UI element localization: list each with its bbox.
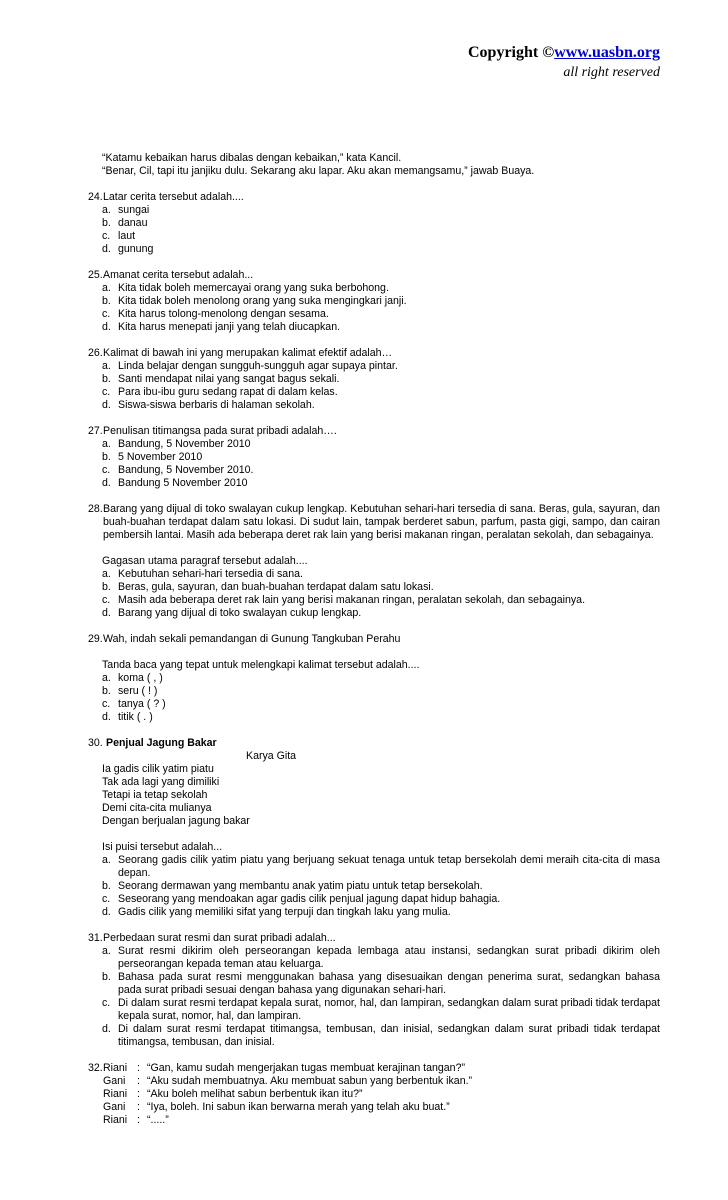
option-letter: b. [102, 971, 111, 983]
question-24 [88, 191, 660, 256]
option-c[interactable] [102, 594, 660, 607]
option-letter: a. [102, 438, 111, 450]
option-letter: b. [102, 880, 111, 892]
option-c[interactable] [102, 893, 660, 906]
dialog-line [103, 1114, 660, 1127]
option-text: Kita harus menepati janji yang telah diucapkan. [118, 321, 341, 333]
question-passage: Barang yang dijual di toko swalayan cukup lengkap. Kebutuhan sehari-hari tersedia di sana. Beras, gula, sayuran, dan buah-buahan terdapat dalam satu lokasi. Di sudut lain, tampak berderet sabun, parfum, pasta gigi, sampo, dan cairan pembersih lantai. Masih ada beberapa deret rak lain yang berisi makanan ringan, peralatan sekolah, dan sebagainya. [103, 503, 660, 541]
option-text: Kita harus tolong-menolong dengan sesama. [118, 308, 329, 320]
poem-line: Tak ada lagi yang dimiliki [102, 776, 220, 788]
option-text: Gadis cilik yang memiliki sifat yang terpuji dan tingkah laku yang mulia. [118, 906, 451, 918]
speaker: Gani [103, 1075, 126, 1087]
option-text: 5 November 2010 [118, 451, 203, 463]
question-30 [88, 737, 660, 919]
option-c[interactable] [102, 308, 660, 321]
option-b[interactable] [102, 880, 660, 893]
option-a[interactable] [102, 204, 660, 217]
option-b[interactable] [102, 451, 660, 464]
dialog-line [103, 1075, 660, 1088]
option-letter: d. [102, 906, 111, 918]
poem-author: Karya Gita [246, 750, 297, 762]
question-prompt: Isi puisi tersebut adalah... [102, 841, 223, 853]
question-number: 32. [88, 1062, 103, 1074]
option-text: Bahasa pada surat resmi menggunakan bahasa yang disesuaikan dengan penerima surat, sedangkan bahasa pada surat pribadi sesuai dengan bahasa yang digunakan sehari-hari. [118, 971, 660, 996]
option-letter: c. [102, 893, 111, 905]
question-number: 24. [88, 191, 103, 203]
option-text: seru ( ! ) [118, 685, 158, 697]
question-number: 28. [88, 503, 103, 515]
option-letter: b. [102, 685, 111, 697]
dialog-colon: : [137, 1088, 140, 1100]
speaker: Gani [103, 1101, 126, 1113]
option-d[interactable] [102, 243, 660, 256]
option-letter: a. [102, 360, 111, 372]
option-letter: b. [102, 295, 111, 307]
poem-body [102, 763, 660, 828]
question-text: Penulisan titimangsa pada surat pribadi adalah…. [103, 425, 337, 437]
dialog-text: “Gan, kamu sudah mengerjakan tugas membuat kerajinan tangan?” [147, 1062, 465, 1074]
dialog-colon: : [137, 1062, 140, 1074]
dialog-text: “Iya, boleh. Ini sabun ikan berwarna merah yang telah aku buat.” [147, 1101, 450, 1113]
dialog-line [103, 1101, 660, 1114]
option-text: Kita tidak boleh menolong orang yang suka mengingkari janji. [118, 295, 407, 307]
option-text: Seorang gadis cilik yatim piatu yang berjuang sekuat tenaga untuk tetap bersekolah demi meraih cita-cita di masa depan. [118, 854, 660, 879]
question-text: Perbedaan surat resmi dan surat pribadi adalah... [103, 932, 336, 944]
option-a[interactable] [102, 568, 660, 581]
speaker: Riani [103, 1088, 128, 1100]
question-number: 26. [88, 347, 103, 359]
option-text: Para ibu-ibu guru sedang rapat di dalam kelas. [118, 386, 338, 398]
option-text: Seorang dermawan yang membantu anak yatim piatu untuk tetap bersekolah. [118, 880, 483, 892]
option-text: Beras, gula, sayuran, dan buah-buahan terdapat dalam satu lokasi. [118, 581, 434, 593]
question-29 [88, 633, 660, 724]
dialog-text: “Aku boleh melihat sabun berbentuk ikan itu?” [147, 1088, 363, 1100]
option-letter: d. [102, 243, 111, 255]
option-letter: b. [102, 451, 111, 463]
option-letter: d. [102, 1023, 111, 1035]
question-prompt: Gagasan utama paragraf tersebut adalah.... [102, 555, 308, 567]
option-d[interactable] [102, 321, 660, 334]
option-d[interactable] [102, 399, 660, 412]
option-d[interactable] [102, 906, 660, 919]
option-text: titik ( . ) [118, 711, 153, 723]
question-25 [88, 269, 660, 334]
option-letter: d. [102, 477, 111, 489]
option-letter: a. [102, 854, 111, 866]
dialog-line [103, 1088, 660, 1101]
option-c[interactable] [102, 997, 660, 1023]
option-a[interactable] [102, 672, 660, 685]
option-letter: c. [102, 386, 111, 398]
option-text: gunung [118, 243, 154, 255]
option-letter: d. [102, 399, 111, 411]
option-d[interactable] [102, 607, 660, 620]
option-b[interactable] [102, 581, 660, 594]
option-letter: c. [102, 594, 111, 606]
option-text: Linda belajar dengan sungguh-sungguh agar supaya pintar. [118, 360, 398, 372]
copyright-header [468, 43, 660, 83]
option-b[interactable] [102, 685, 660, 698]
option-a[interactable] [102, 282, 660, 295]
option-letter: b. [102, 373, 111, 385]
question-28 [88, 503, 660, 620]
option-d[interactable] [102, 711, 660, 724]
option-b[interactable] [102, 373, 660, 386]
option-c[interactable] [102, 464, 660, 477]
option-text: tanya ( ? ) [118, 698, 166, 710]
option-c[interactable] [102, 386, 660, 399]
question-text: Wah, indah sekali pemandangan di Gunung Tangkuban Perahu [103, 633, 401, 645]
question-number: 25. [88, 269, 103, 281]
option-letter: c. [102, 230, 111, 242]
option-letter: b. [102, 581, 111, 593]
option-text: laut [118, 230, 136, 242]
question-number: 27. [88, 425, 103, 437]
dialog-line [103, 1062, 660, 1075]
option-letter: d. [102, 711, 111, 723]
option-text: Siswa-siswa berbaris di halaman sekolah. [118, 399, 315, 411]
question-text: Latar cerita tersebut adalah.... [103, 191, 244, 203]
dialog-text: “Aku sudah membuatnya. Aku membuat sabun yang berbentuk ikan.” [147, 1075, 473, 1087]
option-a[interactable] [102, 854, 660, 880]
option-letter: c. [102, 308, 111, 320]
option-b[interactable] [102, 217, 660, 230]
exam-content [88, 152, 660, 1127]
option-c[interactable] [102, 230, 660, 243]
option-letter: b. [102, 217, 111, 229]
option-letter: a. [102, 204, 111, 216]
question-number: 30. [88, 737, 103, 749]
option-letter: d. [102, 321, 111, 333]
option-text: danau [118, 217, 148, 229]
poem-line: Tetapi ia tetap sekolah [102, 789, 208, 801]
poem-line: Dengan berjualan jagung bakar [102, 815, 250, 827]
question-text: Amanat cerita tersebut adalah... [103, 269, 254, 281]
option-text: Surat resmi dikirim oleh perseorangan kepada lembaga atau instansi, sedangkan surat pribadi dikirim oleh perseorangan kepada teman atau keluarga. [118, 945, 660, 970]
question-number: 29. [88, 633, 103, 645]
option-letter: a. [102, 672, 111, 684]
option-text: Kita tidak boleh memercayai orang yang suka berbohong. [118, 282, 389, 294]
option-text: Seseorang yang mendoakan agar gadis cilik penjual jagung dapat hidup bahagia. [118, 893, 501, 905]
option-letter: d. [102, 607, 111, 619]
site-link[interactable]: www.uasbn.org [554, 44, 660, 61]
question-text: Kalimat di bawah ini yang merupakan kalimat efektif adalah… [103, 347, 393, 359]
option-d[interactable] [102, 1023, 660, 1049]
option-text: Masih ada beberapa deret rak lain yang berisi makanan ringan, peralatan sekolah, dan sebagainya. [118, 594, 586, 606]
reserved-text: all right reserved [563, 65, 660, 80]
dialog-colon: : [137, 1114, 140, 1126]
story-line: “Benar, Cil, tapi itu janjiku dulu. Sekarang aku lapar. Aku akan memangsamu,” jawab Buaya. [102, 165, 535, 177]
poem-line: Demi cita-cita mulianya [102, 802, 212, 814]
dialog-text: “.....” [147, 1114, 169, 1126]
speaker: Riani [103, 1062, 128, 1074]
option-text: Bandung, 5 November 2010. [118, 464, 254, 476]
option-text: koma ( , ) [118, 672, 163, 684]
option-letter: a. [102, 282, 111, 294]
option-text: sungai [118, 204, 150, 216]
option-text: Barang yang dijual di toko swalayan cukup lengkap. [118, 607, 362, 619]
poem-line: Ia gadis cilik yatim piatu [102, 763, 214, 775]
option-text: Bandung 5 November 2010 [118, 477, 248, 489]
option-letter: a. [102, 945, 111, 957]
option-letter: a. [102, 568, 111, 580]
dialog-colon: : [137, 1101, 140, 1113]
option-text: Di dalam surat resmi terdapat titimangsa, tembusan, dan inisial, sedangkan dalam surat pribadi tidak terdapat titimangsa, tembusan, dan inisial. [118, 1023, 660, 1048]
question-31 [88, 932, 660, 1049]
option-text: Kebutuhan sehari-hari tersedia di sana. [118, 568, 303, 580]
option-a[interactable] [102, 945, 660, 971]
question-27 [88, 425, 660, 490]
copyright-line [468, 43, 660, 63]
option-c[interactable] [102, 698, 660, 711]
option-a[interactable] [102, 360, 660, 373]
story-line: “Katamu kebaikan harus dibalas dengan kebaikan,” kata Kancil. [102, 152, 402, 164]
poem-title: Penjual Jagung Bakar [106, 737, 217, 749]
dialog-colon: : [137, 1075, 140, 1087]
copyright-prefix: Copyright © [468, 44, 555, 61]
question-32 [88, 1062, 660, 1127]
option-d[interactable] [102, 477, 660, 490]
option-letter: c. [102, 698, 111, 710]
option-letter: c. [102, 464, 111, 476]
question-prompt: Tanda baca yang tepat untuk melengkapi kalimat tersebut adalah.... [102, 659, 420, 671]
speaker: Riani [103, 1114, 128, 1126]
option-text: Bandung, 5 November 2010 [118, 438, 251, 450]
question-26 [88, 347, 660, 412]
option-a[interactable] [102, 438, 660, 451]
story-excerpt [102, 152, 660, 178]
question-number: 31. [88, 932, 103, 944]
dialog [103, 1062, 660, 1127]
option-letter: c. [102, 997, 111, 1009]
option-text: Santi mendapat nilai yang sangat bagus sekali. [118, 373, 340, 385]
option-b[interactable] [102, 971, 660, 997]
option-text: Di dalam surat resmi terdapat kepala surat, nomor, hal, dan lampiran, sedangkan dalam surat pribadi tidak terdapat kepala surat, nomor, hal, dan lampiran. [118, 997, 660, 1022]
option-b[interactable] [102, 295, 660, 308]
